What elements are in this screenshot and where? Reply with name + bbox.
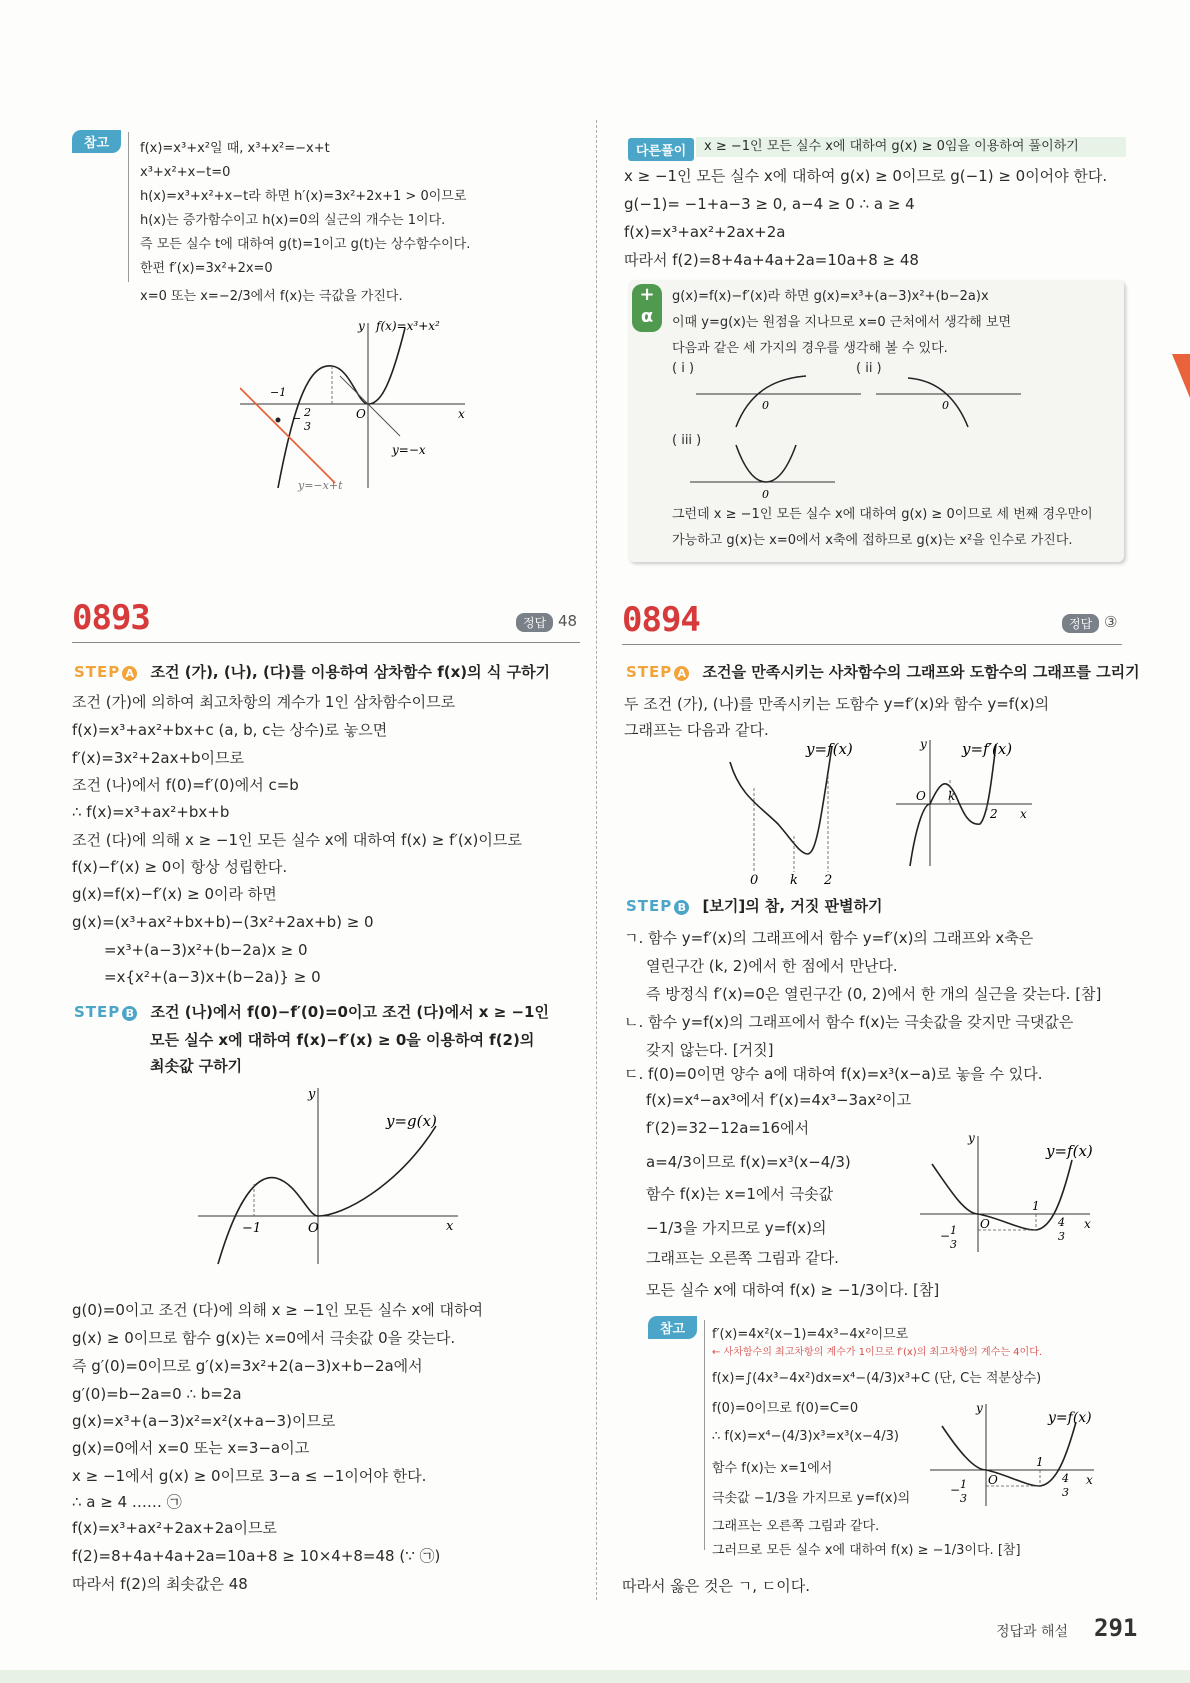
tick-frac-num: 1 [950, 1224, 957, 1237]
solution-line: −1/3을 가지므로 y=f(x)의 [646, 1219, 827, 1237]
origin-label: O [916, 789, 926, 803]
solution-line: =x³+(a−3)x²+(b−2a)x ≥ 0 [104, 941, 308, 959]
step-letter: A [674, 666, 689, 681]
tick-frac-den: 3 [1062, 1486, 1069, 1499]
note-bracket [128, 132, 137, 282]
curve-label: f(x)=x³+x² [376, 319, 440, 333]
origin-label: O [988, 1473, 998, 1487]
solution-line: 그래프는 다음과 같다. [624, 721, 769, 739]
quartic-graph-c [920, 1130, 1100, 1255]
line-label: y=−x [392, 443, 426, 457]
note-line: f(x)=∫(4x³−4x²)dx=x⁴−(4/3)x³+C (단, C는 적분상수) [712, 1371, 1042, 1386]
tick-label: k [948, 789, 956, 803]
solution-line: x ≥ −1에서 g(x) ≥ 0이므로 3−a ≤ −1이어야 한다. [72, 1467, 427, 1485]
note-tag: 참고 [648, 1316, 697, 1339]
answer-value: ③ [1104, 613, 1118, 631]
tick-sign: − [950, 1483, 961, 1497]
solution-line: 함수 f(x)는 x=1에서 극솟값 [646, 1185, 834, 1203]
note-line: 그래프는 오른쪽 그림과 같다. [712, 1519, 880, 1534]
curve-label: y=g(x) [386, 1112, 437, 1130]
solution-line: g(x) ≥ 0이므로 함수 g(x)는 x=0에서 극솟값 0을 갖는다. [72, 1329, 456, 1347]
plus-alpha-icon: + α [632, 284, 662, 332]
note-line: h(x)=x³+x²+x−t라 하면 h′(x)=3x²+2x+1 > 0이므로 [140, 189, 467, 204]
axis-y-label: y [968, 1131, 975, 1145]
quartic-graph [720, 736, 870, 886]
solution-line: =x{x²+(a−3)x+(b−2a)} ≥ 0 [104, 968, 321, 986]
answer-badge: 정답 [516, 613, 553, 632]
solution-line: f(x)−f′(x) ≥ 0이 항상 성립한다. [72, 858, 288, 876]
solution-line: ㄱ. 함수 y=f′(x)의 그래프에서 함수 y=f′(x)의 그래프와 x축은 [624, 929, 1034, 947]
note-line: f′(x)=4x²(x−1)=4x³−4x²이므로 [712, 1327, 909, 1342]
step-title: 조건을 만족시키는 사차함수의 그래프와 도함수의 그래프를 그리기 [702, 663, 1140, 681]
alt-solution-tag: 다른풀이 [628, 138, 694, 161]
case-graph-3 [690, 440, 840, 502]
zero-label: 0 [762, 488, 769, 501]
answer-value: 48 [558, 612, 578, 630]
line-label: y=−x+t [298, 479, 343, 492]
note-line: f(x)=x³+x²일 때, x³+x²=−x+t [140, 141, 330, 156]
case-graph-1 [696, 372, 866, 432]
solution-line: ∴ f(x)=x³+ax²+bx+b [72, 803, 230, 821]
tick-frac-num: 4 [1062, 1472, 1069, 1485]
axis-y-label: y [308, 1087, 316, 1102]
step-title: 조건 (나)에서 f(0)−f′(0)=0이고 조건 (다)에서 x ≥ −1인 [150, 1003, 549, 1021]
solution-line: 조건 (나)에서 f(0)=f′(0)에서 c=b [72, 776, 299, 794]
origin-label: O [356, 407, 366, 421]
alt-line: g(−1)= −1+a−3 ≥ 0, a−4 ≥ 0 ∴ a ≥ 4 [624, 195, 915, 213]
tick-sign: − [940, 1229, 951, 1243]
box-line: 이때 y=g(x)는 원점을 지나므로 x=0 근처에서 생각해 보면 [672, 315, 1012, 330]
curve-label: y=f(x) [1046, 1142, 1093, 1160]
axis-x-label: x [1086, 1473, 1093, 1487]
tick-sign: − [292, 412, 302, 425]
solution-line: 열린구간 (k, 2)에서 한 점에서 만난다. [646, 957, 898, 975]
tick-frac-num: 2 [304, 406, 311, 419]
curve-label: y=f′(x) [962, 740, 1013, 758]
tick-label: 1 [1032, 1199, 1040, 1213]
tick-frac-den: 3 [960, 1492, 967, 1505]
note-line: 한편 f′(x)=3x²+2x=0 [140, 261, 273, 276]
step-label: STEP [626, 663, 673, 681]
note-line: 함수 f(x)는 x=1에서 [712, 1461, 833, 1476]
solution-line: g(x)=x³+(a−3)x²=x²(x+a−3)이므로 [72, 1412, 336, 1430]
axis-y-label: y [358, 319, 365, 333]
solution-line: f(x)=x³+ax²+2ax+2a이므로 [72, 1519, 277, 1537]
alt-line: f(x)=x³+ax²+2ax+2a [624, 223, 786, 241]
note-line: 그러므로 모든 실수 x에 대하여 f(x) ≥ −1/3이다. [참] [712, 1543, 1021, 1558]
tick-label: 2 [990, 807, 998, 821]
solution-line: ∴ a ≥ 4 …… ㉠ [72, 1493, 182, 1511]
column-divider [596, 120, 598, 1600]
note-line: x=0 또는 x=−2/3에서 f(x)는 극값을 가진다. [140, 289, 403, 304]
step-letter: B [674, 900, 689, 915]
solution-line: 따라서 f(2)의 최솟값은 48 [72, 1575, 248, 1593]
note-line: 극솟값 −1/3을 가지므로 y=f(x)의 [712, 1491, 911, 1506]
case-label: ( iii ) [672, 433, 702, 448]
curve-label: y=f(x) [806, 740, 853, 758]
solution-line: f′(2)=32−12a=16에서 [646, 1119, 810, 1137]
box-line: 그런데 x ≥ −1인 모든 실수 x에 대하여 g(x) ≥ 0이므로 세 번째 경우만이 [672, 507, 1093, 522]
origin-label: O [980, 1217, 990, 1231]
box-line: 가능하고 g(x)는 x=0에서 x축에 접하므로 g(x)는 x²을 인수로 가진다. [672, 533, 1073, 548]
solution-line: g(0)=0이고 조건 (다)에 의해 x ≥ −1인 모든 실수 x에 대하여 [72, 1301, 484, 1319]
axis-x-label: x [1020, 807, 1027, 821]
step-letter: B [122, 1006, 137, 1021]
solution-line: f(x)=x⁴−ax³에서 f′(x)=4x³−3ax²이고 [646, 1091, 912, 1109]
note-line: h(x)는 증가함수이고 h(x)=0의 실근의 개수는 1이다. [140, 213, 446, 228]
tick-frac-den: 3 [950, 1238, 957, 1251]
step-label: STEP [74, 1003, 121, 1021]
axis-x-label: x [1084, 1217, 1091, 1231]
note-line: f(0)=0이므로 f(0)=C=0 [712, 1401, 859, 1416]
box-line: 다음과 같은 세 가지의 경우를 생각해 볼 수 있다. [672, 341, 948, 356]
step-b-heading-cont: 모든 실수 x에 대하여 f(x)−f′(x) ≥ 0을 이용하여 f(2)의 [150, 1031, 535, 1049]
solution-line: 조건 (다)에 의해 x ≥ −1인 모든 실수 x에 대하여 f(x) ≥ f′(x)이므로 [72, 831, 522, 849]
step-title: [보기]의 참, 거짓 판별하기 [702, 897, 883, 915]
solution-line: ㄷ. f(0)=0이면 양수 a에 대하여 f(x)=x³(x−a)로 놓을 수 있다. [624, 1065, 1043, 1083]
alt-line: 따라서 f(2)=8+4a+4a+2a=10a+8 ≥ 48 [624, 251, 919, 269]
curve-label: y=f(x) [1048, 1410, 1092, 1426]
step-b-heading-cont: 최솟값 구하기 [150, 1057, 243, 1075]
tick-label: k [790, 873, 798, 886]
tick-label: 2 [824, 873, 833, 886]
solution-line: ㄴ. 함수 y=f(x)의 그래프에서 함수 f(x)는 극솟값을 갖지만 극댓값은 [624, 1013, 1074, 1031]
solution-line: g(x)=0에서 x=0 또는 x=3−a이고 [72, 1439, 310, 1457]
axis-x-label: x [458, 407, 465, 421]
tick-label: −1 [270, 386, 287, 399]
axis-y-label: y [976, 1401, 983, 1415]
quartic-graph-note [930, 1400, 1100, 1510]
solution-line: g′(0)=b−2a=0 ∴ b=2a [72, 1385, 242, 1403]
solution-line: 두 조건 (가), (나)를 만족시키는 도함수 y=f′(x)와 함수 y=f(x)의 [624, 695, 1050, 713]
box-line: g(x)=f(x)−f′(x)라 하면 g(x)=x³+(a−3)x²+(b−2a)x [672, 289, 989, 304]
problem-rule [72, 642, 580, 643]
step-label: STEP [74, 663, 121, 681]
problem-rule [622, 644, 1122, 645]
tick-label: −1 [242, 1221, 262, 1236]
step-a-heading [74, 662, 550, 682]
answer-badge: 정답 [1062, 614, 1099, 633]
solution-line: 갖지 않는다. [거짓] [646, 1041, 774, 1059]
bottom-band [0, 1670, 1190, 1683]
problem-number: 0894 [622, 600, 700, 640]
step-title: 조건 (가), (나), (다)를 이용하여 삼차함수 f(x)의 식 구하기 [150, 663, 551, 681]
zero-label: 0 [762, 399, 769, 412]
note-red-remark: ← 사차함수의 최고차항의 계수가 1이므로 f′(x)의 최고차항의 계수는 4이다. [712, 1347, 1043, 1358]
tick-frac-den: 3 [1058, 1230, 1065, 1243]
solution-line: g(x)=(x³+ax²+bx+b)−(3x²+2ax+b) ≥ 0 [72, 913, 374, 931]
step-b-heading [626, 896, 883, 916]
tick-frac-den: 3 [304, 420, 311, 433]
note-line: x³+x²+x−t=0 [140, 165, 231, 180]
page-number: 291 [1094, 1614, 1138, 1642]
alt-header: x ≥ −1인 모든 실수 x에 대하여 g(x) ≥ 0임을 이용하여 풀이하기 [704, 139, 1079, 154]
step-letter: A [122, 666, 137, 681]
solution-line: 즉 g′(0)=0이므로 g′(x)=3x²+2(a−3)x+b−2a에서 [72, 1357, 423, 1375]
axis-x-label: x [446, 1219, 454, 1234]
note-tag: 참고 [72, 130, 121, 153]
note-bracket [704, 1320, 711, 1550]
case-label: ( ii ) [856, 361, 882, 376]
footer-label: 정답과 해설 [996, 1624, 1069, 1640]
problem-number: 0893 [72, 598, 150, 638]
case-label: ( i ) [672, 361, 695, 376]
solution-line: f′(x)=3x²+2ax+b이므로 [72, 749, 245, 767]
tick-frac-num: 1 [960, 1478, 967, 1491]
solution-line: 조건 (가)에 의하여 최고차항의 계수가 1인 삼차함수이므로 [72, 693, 456, 711]
solution-line: a=4/3이므로 f(x)=x³(x−4/3) [646, 1153, 851, 1171]
zero-label: 0 [942, 399, 949, 412]
tick-label: 0 [750, 873, 759, 886]
alt-line: x ≥ −1인 모든 실수 x에 대하여 g(x) ≥ 0이므로 g(−1) ≥ 0이어야 한다. [624, 167, 1108, 185]
tick-frac-num: 4 [1058, 1216, 1065, 1229]
derivative-graph [896, 736, 1036, 870]
step-b-heading [74, 1002, 549, 1022]
origin-label: O [308, 1221, 319, 1236]
tick-label: 1 [1036, 1455, 1044, 1469]
axis-y-label: y [920, 737, 927, 751]
conclusion: 따라서 옳은 것은 ㄱ, ㄷ이다. [622, 1577, 810, 1595]
step-a-heading [626, 662, 1140, 682]
g-graph [198, 1086, 468, 1266]
solution-line: f(x)=x³+ax²+bx+c (a, b, c는 상수)로 놓으면 [72, 721, 388, 739]
note-line: 즉 모든 실수 t에 대하여 g(t)=1이고 g(t)는 상수함수이다. [140, 237, 471, 252]
edge-tab-marker [1172, 354, 1190, 398]
note-line: ∴ f(x)=x⁴−(4/3)x³=x³(x−4/3) [712, 1429, 899, 1444]
step-label: STEP [626, 897, 673, 915]
solution-line: g(x)=f(x)−f′(x) ≥ 0이라 하면 [72, 885, 277, 903]
solution-line: f(2)=8+4a+4a+2a=10a+8 ≥ 10×4+8=48 (∵ ㉠) [72, 1547, 441, 1565]
solution-line: 즉 방정식 f′(x)=0은 열린구간 (0, 2)에서 한 개의 실근을 갖는다. [참] [646, 985, 1102, 1003]
case-graph-2 [876, 372, 1026, 432]
cubic-graph [240, 318, 480, 493]
solution-line: 그래프는 오른쪽 그림과 같다. [646, 1249, 839, 1267]
solution-line: 모든 실수 x에 대하여 f(x) ≥ −1/3이다. [참] [646, 1281, 940, 1299]
